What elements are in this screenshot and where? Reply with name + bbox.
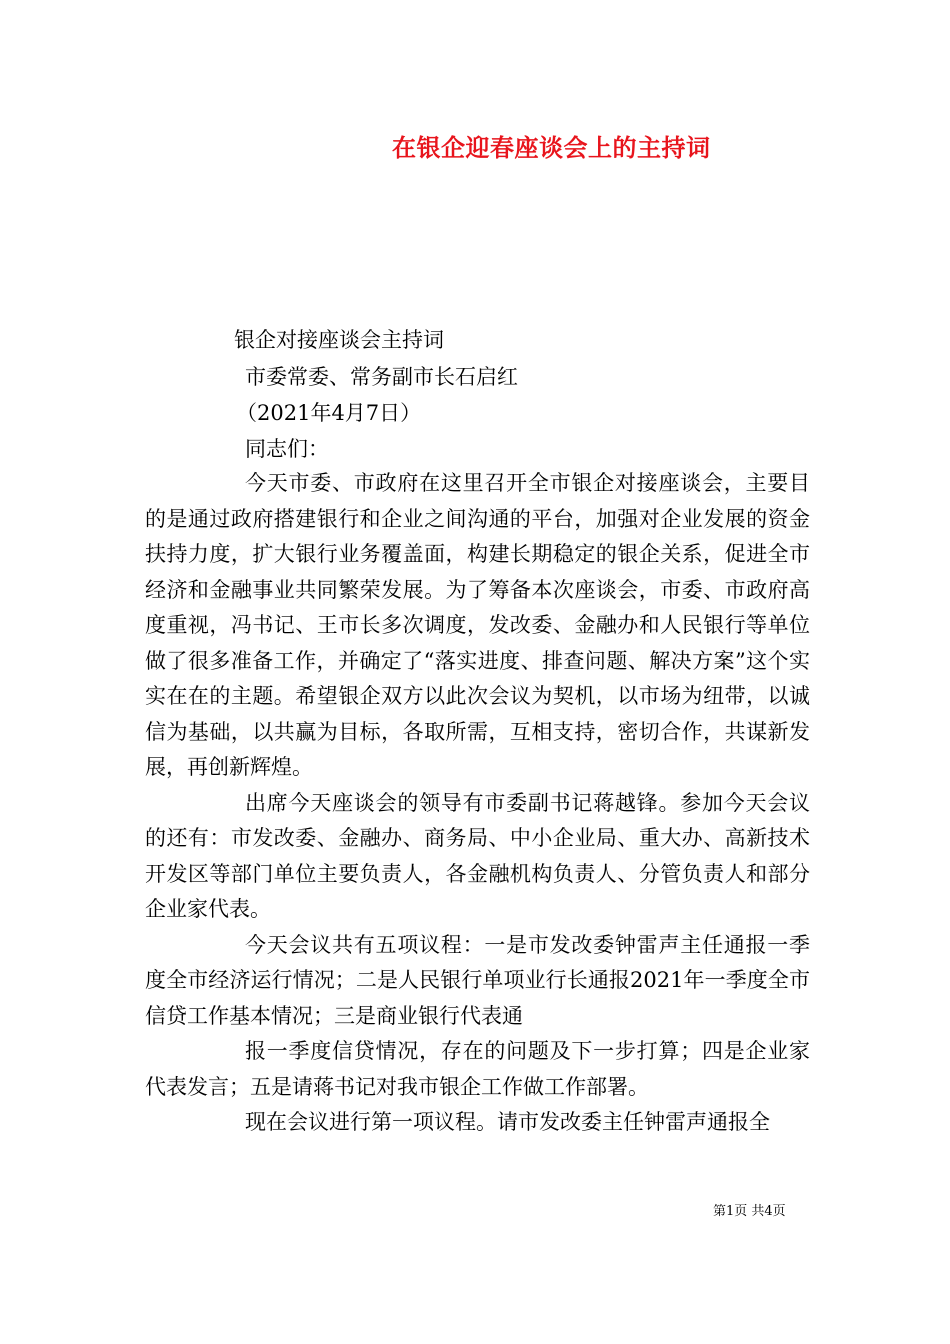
paragraph: 现在会议进行第一项议程。请市发改委主任钟雷声通报全: [245, 1110, 770, 1134]
date-line: （2021年4月7日）: [236, 401, 422, 425]
document-body: [145, 466, 810, 1141]
paragraph: 报一季度信贷情况，存在的问题及下一步打算；四是企业家代表发言；五是请蒋书记对我市银企工作做工作部署。: [145, 1039, 810, 1099]
paragraph: 今天会议共有五项议程：一是市发改委钟雷声主任通报一季度全市经济运行情况；二是人民银行单项业行长通报2021年一季度全市信贷工作基本情况；三是商业银行代表通: [145, 932, 810, 1028]
paragraph: 出席今天座谈会的领导有市委副书记蒋越锋。参加今天会议的还有：市发改委、金融办、商务局、中小企业局、重大办、高新技术开发区等部门单位主要负责人，各金融机构负责人、分管负责人和部分企业家代表。: [145, 790, 810, 921]
salutation: 同志们：: [245, 437, 329, 461]
page-footer: 第1页 共4页: [713, 1204, 786, 1219]
document-subtitle: 银企对接座谈会主持词: [234, 328, 444, 352]
speaker-line: 市委常委、常务副市长石启红: [245, 365, 518, 389]
document-title: 在银企迎春座谈会上的主持词: [392, 133, 711, 162]
paragraph: 今天市委、市政府在这里召开全市银企对接座谈会，主要目的是通过政府搭建银行和企业之间沟通的平台，加强对企业发展的资金扶持力度，扩大银行业务覆盖面，构建长期稳定的银企关系，促进全市经济和金融事业共同繁荣发展。为了筹备本次座谈会，市委、市政府高度重视，冯书记、王市长多次调度，发改委、金融办和人民银行等单位做了很多准备工作，并确定了“落实进度、排查问题、解决方案”这个实实在在的主题。希望银企双方以此次会议为契机，以市场为纽带，以诚信为基础，以共赢为目标，各取所需，互相支持，密切合作，共谋新发展，再创新辉煌。: [145, 471, 810, 779]
